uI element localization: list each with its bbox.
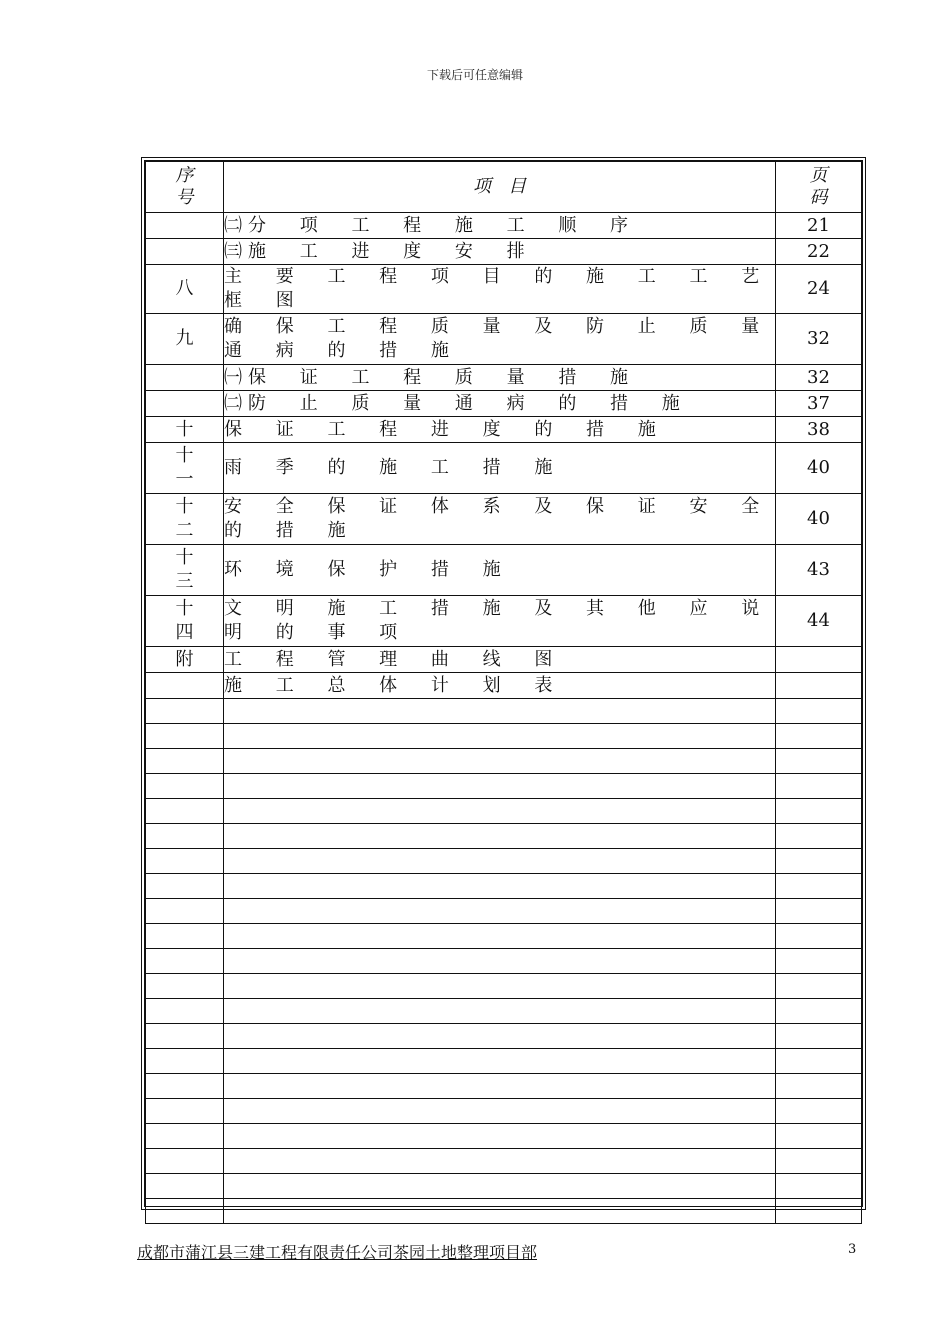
- row-number: [146, 673, 224, 699]
- row-item: [224, 213, 776, 239]
- empty-cell: [776, 724, 862, 749]
- empty-cell: [224, 924, 776, 949]
- row-page: 24: [776, 265, 862, 314]
- empty-table-row: [146, 949, 862, 974]
- empty-cell: [146, 824, 224, 849]
- row-item-label: 施 工 进 度 安 排: [248, 240, 539, 262]
- empty-cell: [146, 749, 224, 774]
- row-number-line2: 一: [175, 469, 194, 490]
- empty-cell: [146, 774, 224, 799]
- row-number-line1: 十: [175, 445, 194, 466]
- empty-cell: [776, 749, 862, 774]
- row-number-line1: 附: [175, 648, 194, 670]
- footer-page-number: 3: [848, 1242, 857, 1257]
- empty-cell: [146, 849, 224, 874]
- row-item-label: 防 止 质 量 通 病 的 措 施: [248, 392, 694, 414]
- row-item-label: 保 证 工 程 进 度 的 措 施: [224, 418, 670, 440]
- empty-table-row: [146, 999, 862, 1024]
- row-number: [146, 494, 224, 545]
- row-item: [224, 494, 776, 545]
- table-row: [146, 391, 862, 417]
- empty-cell: [776, 1124, 862, 1149]
- empty-cell: [224, 899, 776, 924]
- row-item-marker: ㈠: [224, 366, 242, 388]
- row-page: 22: [776, 239, 862, 265]
- table-row: [146, 265, 862, 314]
- empty-cell: [776, 999, 862, 1024]
- empty-table-row: [146, 899, 862, 924]
- empty-cell: [776, 1074, 862, 1099]
- table-row: [146, 596, 862, 647]
- empty-cell: [146, 1074, 224, 1099]
- empty-table-row: [146, 774, 862, 799]
- empty-table-row: [146, 874, 862, 899]
- header-num-line1: 序: [175, 165, 194, 186]
- row-number-line2: 三: [175, 571, 194, 592]
- empty-cell: [146, 799, 224, 824]
- row-page: 40: [776, 443, 862, 494]
- empty-cell: [776, 924, 862, 949]
- row-page: [776, 647, 862, 673]
- table-row: [146, 545, 862, 596]
- row-item-label: 主 要 工 程 项 目 的 施 工 工 艺 框 图: [224, 266, 774, 311]
- row-number: [146, 417, 224, 443]
- row-item-marker: ㈢: [224, 240, 242, 262]
- row-item: [224, 265, 776, 314]
- row-number: [146, 314, 224, 365]
- table-row: [146, 213, 862, 239]
- empty-cell: [224, 1149, 776, 1174]
- empty-table-row: [146, 974, 862, 999]
- row-item: [224, 545, 776, 596]
- row-number: [146, 647, 224, 673]
- row-item-label: 工 程 管 理 曲 线 图: [224, 648, 567, 670]
- empty-cell: [776, 1174, 862, 1199]
- row-item-label: 保 证 工 程 质 量 措 施: [248, 366, 643, 388]
- empty-table-row: [146, 1124, 862, 1149]
- empty-cell: [224, 949, 776, 974]
- empty-cell: [224, 1199, 776, 1224]
- row-number-line1: 九: [175, 328, 194, 349]
- empty-table-row: [146, 849, 862, 874]
- row-number-line1: 十: [175, 418, 194, 440]
- empty-cell: [146, 874, 224, 899]
- row-page: [776, 673, 862, 699]
- row-number: [146, 391, 224, 417]
- empty-cell: [776, 874, 862, 899]
- empty-cell: [146, 999, 224, 1024]
- empty-cell: [776, 849, 862, 874]
- empty-table-row: [146, 1199, 862, 1224]
- footer-company: 成都市蒲江县三建工程有限责任公司茶园土地整理项目部: [137, 1243, 538, 1262]
- row-item: [224, 443, 776, 494]
- empty-table-row: [146, 924, 862, 949]
- row-item-label: 确 保 工 程 质 量 及 防 止 质 量 通 病 的 措 施: [224, 316, 774, 361]
- empty-cell: [146, 1049, 224, 1074]
- table-header-row: [146, 162, 862, 213]
- empty-cell: [776, 1199, 862, 1224]
- empty-cell: [776, 1024, 862, 1049]
- table-row: [146, 647, 862, 673]
- row-item: [224, 673, 776, 699]
- row-item: [224, 365, 776, 391]
- empty-cell: [146, 1124, 224, 1149]
- row-page: 43: [776, 545, 862, 596]
- empty-cell: [776, 899, 862, 924]
- empty-table-row: [146, 1099, 862, 1124]
- row-item-marker: ㈡: [224, 392, 242, 414]
- empty-cell: [146, 1024, 224, 1049]
- empty-cell: [224, 1024, 776, 1049]
- empty-cell: [224, 999, 776, 1024]
- empty-table-row: [146, 1049, 862, 1074]
- empty-table-row: [146, 1074, 862, 1099]
- header-num: [146, 162, 224, 213]
- empty-cell: [146, 924, 224, 949]
- empty-cell: [224, 774, 776, 799]
- table-row: [146, 365, 862, 391]
- row-item-label: 施 工 总 体 计 划 表: [224, 674, 567, 696]
- row-item-label: 安 全 保 证 体 系 及 保 证 安 全 的 措 施: [224, 496, 774, 541]
- header-page-line1: 页: [809, 165, 828, 186]
- row-page: 44: [776, 596, 862, 647]
- empty-cell: [776, 774, 862, 799]
- row-number: [146, 239, 224, 265]
- row-item-label: 文 明 施 工 措 施 及 其 他 应 说 明 的 事 项: [224, 598, 774, 643]
- empty-cell: [224, 1074, 776, 1099]
- empty-cell: [146, 699, 224, 724]
- empty-table-row: [146, 749, 862, 774]
- empty-cell: [146, 1174, 224, 1199]
- empty-cell: [224, 699, 776, 724]
- row-page: 37: [776, 391, 862, 417]
- table-row: [146, 314, 862, 365]
- row-number-line1: 十: [175, 547, 194, 568]
- row-number: [146, 596, 224, 647]
- empty-table-row: [146, 699, 862, 724]
- empty-table-row: [146, 1174, 862, 1199]
- header-page: [776, 162, 862, 213]
- row-page: 32: [776, 365, 862, 391]
- empty-cell: [224, 1049, 776, 1074]
- table-row: [146, 673, 862, 699]
- row-item: [224, 647, 776, 673]
- empty-cell: [146, 949, 224, 974]
- empty-table-row: [146, 824, 862, 849]
- empty-cell: [224, 974, 776, 999]
- empty-cell: [224, 824, 776, 849]
- row-number-line1: 八: [175, 278, 194, 299]
- row-item: [224, 417, 776, 443]
- table-row: [146, 417, 862, 443]
- empty-cell: [776, 1149, 862, 1174]
- empty-table-row: [146, 1149, 862, 1174]
- empty-table-row: [146, 799, 862, 824]
- toc-table: [145, 161, 862, 1224]
- row-page: 40: [776, 494, 862, 545]
- empty-cell: [146, 1149, 224, 1174]
- row-item: [224, 596, 776, 647]
- row-item: [224, 239, 776, 265]
- row-number: [146, 443, 224, 494]
- row-number-line1: 十: [175, 496, 194, 517]
- empty-cell: [776, 824, 862, 849]
- row-page: 32: [776, 314, 862, 365]
- header-num-line2: 号: [175, 187, 194, 208]
- row-page: 38: [776, 417, 862, 443]
- empty-cell: [776, 974, 862, 999]
- empty-cell: [776, 699, 862, 724]
- empty-cell: [224, 724, 776, 749]
- empty-table-row: [146, 1024, 862, 1049]
- empty-cell: [224, 874, 776, 899]
- row-item: [224, 391, 776, 417]
- row-number: [146, 265, 224, 314]
- empty-cell: [224, 799, 776, 824]
- row-item: [224, 314, 776, 365]
- row-number: [146, 545, 224, 596]
- row-item-label: 分 项 工 程 施 工 顺 序: [248, 214, 643, 236]
- empty-cell: [224, 1124, 776, 1149]
- empty-table-row: [146, 724, 862, 749]
- row-number-line2: 四: [175, 622, 194, 643]
- table-row: [146, 494, 862, 545]
- header-page-line2: 码: [809, 187, 828, 208]
- empty-cell: [776, 1099, 862, 1124]
- row-number-line1: 十: [175, 598, 194, 619]
- row-item-marker: ㈡: [224, 214, 242, 236]
- row-number: [146, 365, 224, 391]
- toc-frame: [141, 157, 866, 1210]
- empty-cell: [146, 724, 224, 749]
- empty-cell: [224, 1099, 776, 1124]
- empty-cell: [146, 899, 224, 924]
- header-item-label: 项 目: [472, 176, 527, 197]
- row-page: 21: [776, 213, 862, 239]
- row-item-label: 环 境 保 护 措 施: [224, 559, 515, 580]
- empty-cell: [224, 749, 776, 774]
- header-item: [224, 162, 776, 213]
- table-row: [146, 443, 862, 494]
- empty-cell: [776, 949, 862, 974]
- empty-cell: [224, 1174, 776, 1199]
- row-number: [146, 213, 224, 239]
- row-number-line2: 二: [175, 520, 194, 541]
- empty-cell: [776, 1049, 862, 1074]
- empty-cell: [146, 1099, 224, 1124]
- empty-cell: [146, 1199, 224, 1224]
- table-row: [146, 239, 862, 265]
- empty-cell: [224, 849, 776, 874]
- empty-cell: [146, 974, 224, 999]
- empty-cell: [776, 799, 862, 824]
- row-item-label: 雨 季 的 施 工 措 施: [224, 457, 567, 478]
- header-note: 下载后可任意编辑: [426, 68, 523, 82]
